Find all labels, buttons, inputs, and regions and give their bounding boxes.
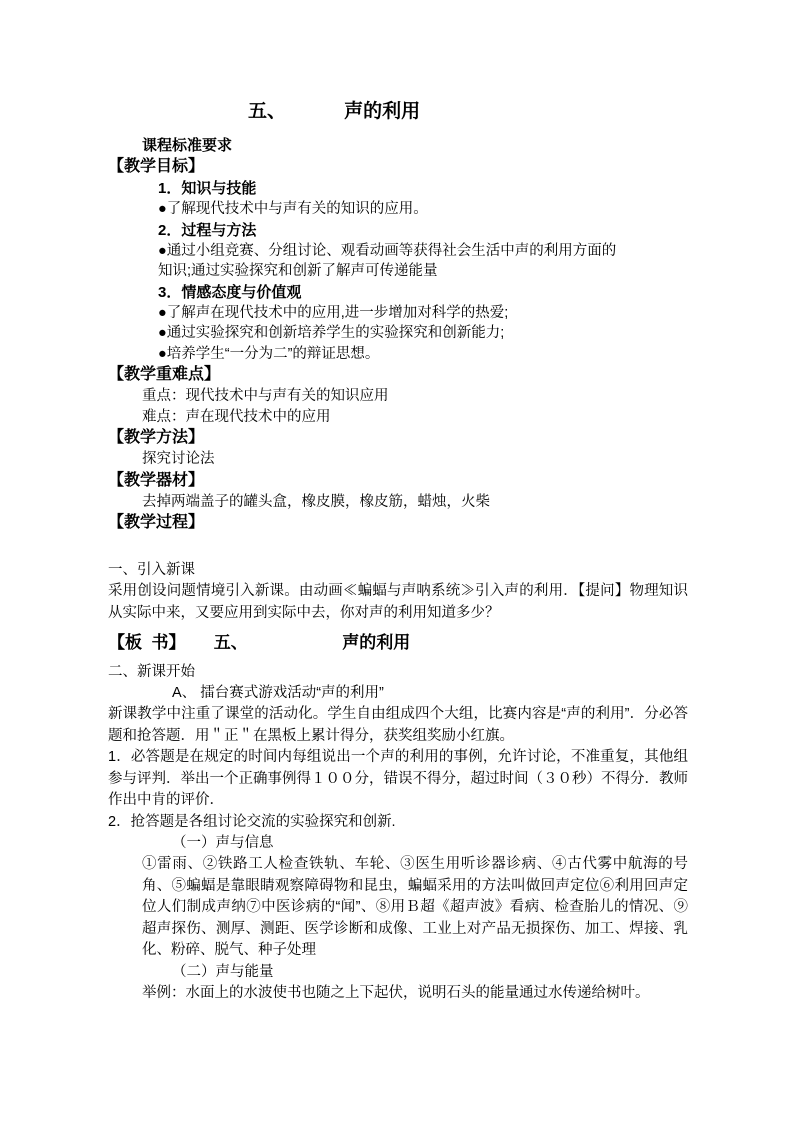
teaching-method-header: 【教学方法】 [108, 429, 205, 446]
process-header: 【教学过程】 [108, 514, 205, 531]
equipment-header: 【教学器材】 [108, 471, 205, 489]
board-line: 【板 书】 五、 声的利用 [108, 633, 411, 652]
goal1-header: 1．知识与技能 [158, 180, 257, 197]
difficult-point: 难点：声在现代技术中的应用 [142, 408, 331, 425]
rule-item-2: 2．抢答题是各组讨论交流的实验探究和创新. [108, 813, 396, 830]
activity-body: 新课教学中注重了课堂的活动化。学生自由组成四个大组，比赛内容是“声的利用”．分必答题和抢答题．用＂正＂在黑板上累计得分，获奖组奖励小红旗。 [108, 706, 688, 744]
activity-header: A、 擂台赛式游戏活动“声的利用” [172, 685, 384, 701]
spacer [108, 534, 688, 560]
goal3-header: 3．情感态度与价值观 [158, 283, 302, 301]
goal2-item2: 知识;通过实验探究和创新了解声可传递能量 [158, 263, 438, 279]
key-difficult-header: 【教学重难点】 [108, 366, 221, 383]
goal2-header: 2．过程与方法 [158, 221, 257, 239]
goal2-item1: ●通过小组竞赛、分组讨论、观看动画等获得社会生活中声的利用方面的 [158, 242, 617, 259]
part2-header: 二、新课开始 [108, 664, 195, 680]
document-content [108, 96, 688, 1004]
teaching-goals-header: 【教学目标】 [108, 158, 205, 175]
page-title: 五、 声的利用 [248, 101, 421, 122]
sub2-header: （二）声与能量 [172, 963, 274, 980]
sub2-body: 举例：水面上的水波使书也随之上下起伏，说明石头的能量通过水传递给树叶。 [142, 984, 650, 1001]
teaching-method-body: 探究讨论法 [142, 451, 215, 467]
goal3-item3: ●培养学生“一分为二”的辩证思想。 [158, 345, 380, 362]
sub1-header: （一）声与信息 [172, 835, 274, 851]
goal1-item1: ●了解现代技术中与声有关的知识的应用。 [158, 201, 428, 217]
sub1-body: ①雷雨、②铁路工人检查铁轨、车轮、③医生用听诊器诊病、④古代雾中航海的号角、⑤蝙蝠是靠眼睛观察障碍物和昆虫，蝙蝠采用的方法叫做回声定位⑥利用回声定位人们制成声纳⑦中医诊病的“闻”、⑧用Ｂ超《超声波》看病、检查胎儿的情况、⑨超声探伤、测厚、测距、医学诊断和成像、工业上对产品无损探伤、加工、焊接、乳化、粉碎、脱气、种子处理 [142, 856, 688, 958]
rule-item-1: 1．必答题是在规定的时间内每组说出一个声的利用的事例，允许讨论，不准重复，其他组参与评判．举出一个正确事例得１００分，错误不得分，超过时间（３０秒）不得分．教师作出中肯的评价． [108, 749, 688, 808]
goal3-item2: ●通过实验探究和创新培养学生的实验探究和创新能力; [158, 325, 505, 341]
part1-body: 采用创设问题情境引入新课。由动画≪蝙蝠与声呐系统≫引入声的利用．【提问】物理知识从实际中来，又要应用到实际中去，你对声的利用知道多少？ [108, 583, 688, 621]
equipment-body: 去掉两端盖子的罐头盒，橡皮膜，橡皮筋，蜡烛，火柴 [142, 493, 490, 510]
standard-requirement-label: 课程标准要求 [142, 137, 233, 154]
key-point: 重点：现代技术中与声有关的知识应用 [142, 388, 389, 404]
part1-header: 一、引入新课 [108, 562, 195, 578]
goal3-item1: ●了解声在现代技术中的应用,进一步增加对科学的热爱; [158, 304, 509, 321]
